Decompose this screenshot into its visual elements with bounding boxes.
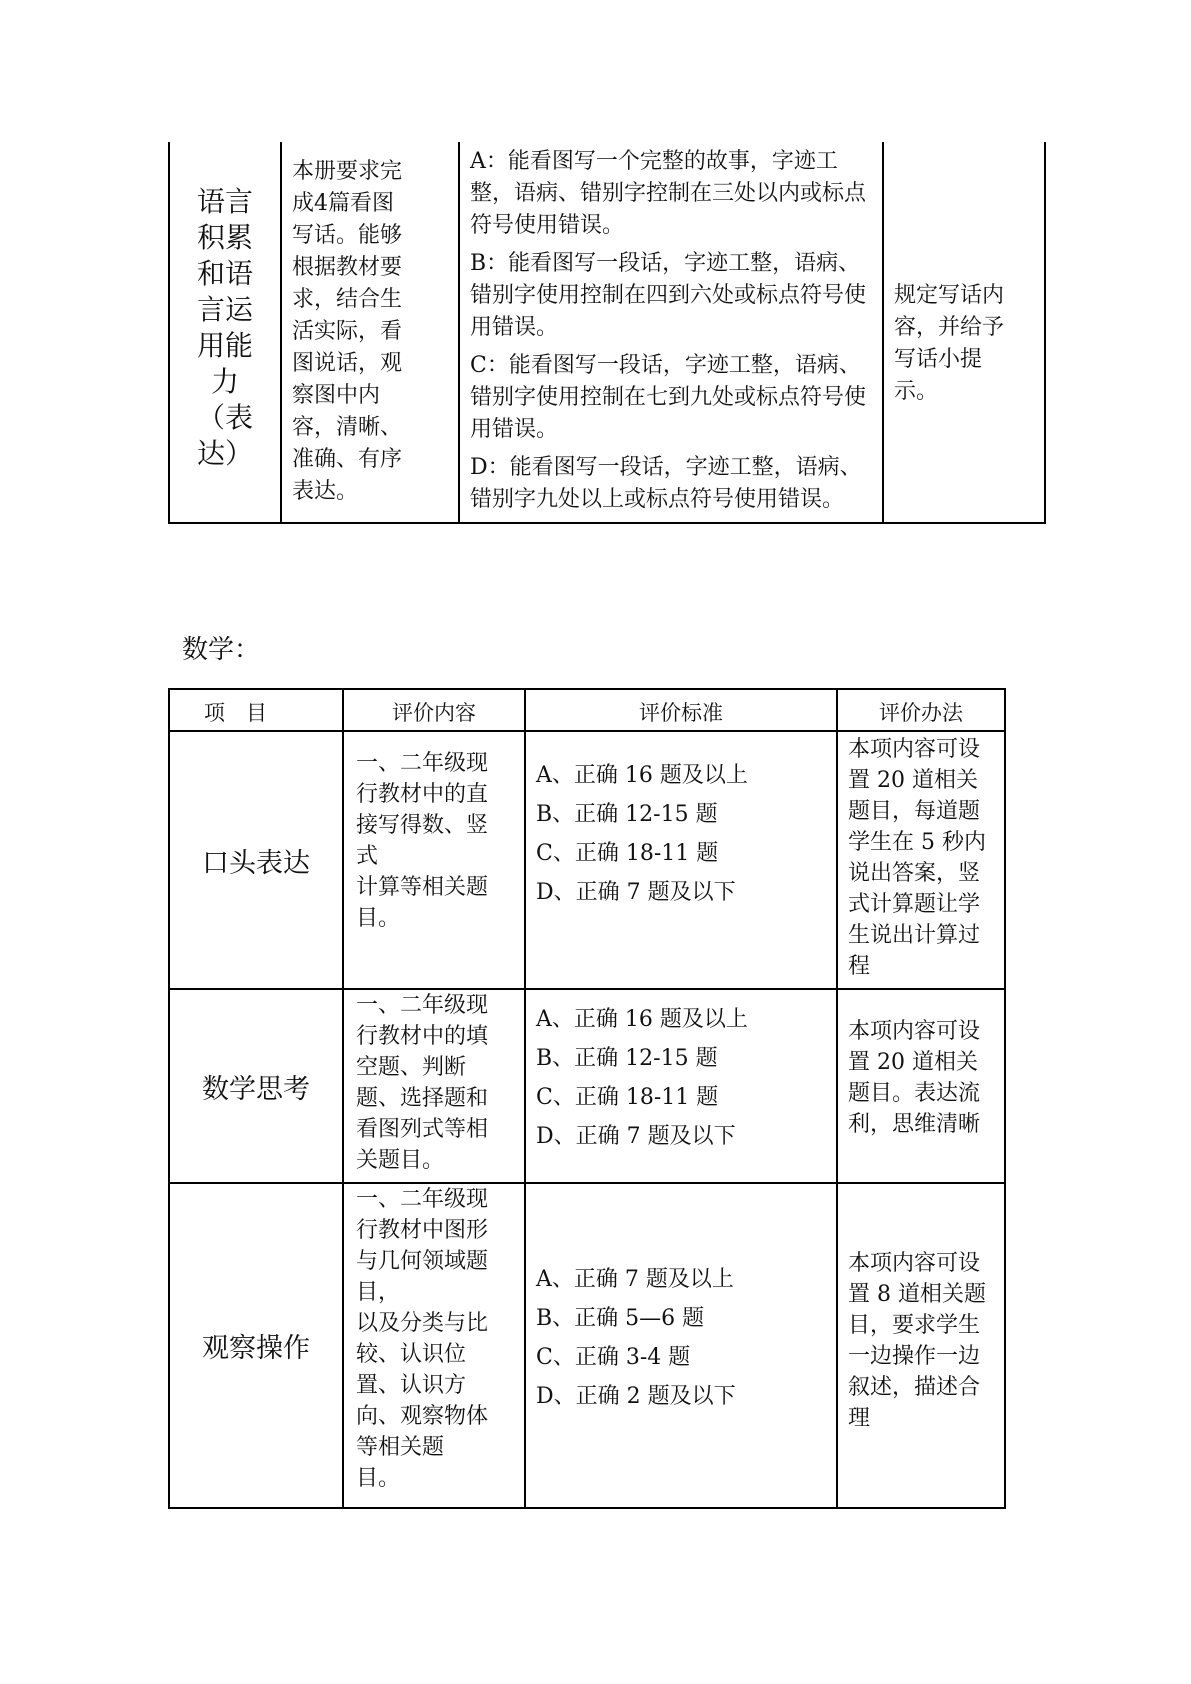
item-label: [170, 142, 280, 519]
standard-line: B、正确 5—6 题: [536, 1306, 705, 1331]
content-line: 关题目。: [356, 1148, 445, 1173]
content-line: 目，: [356, 1280, 401, 1305]
item-cell: [169, 142, 281, 523]
method-line: 置 8 道相关题: [848, 1282, 986, 1307]
content-line: 较、认识位: [356, 1342, 467, 1367]
standard-cell: [525, 731, 837, 989]
math-section-heading: 数学：: [182, 635, 261, 665]
content-line: 计算等相关题: [356, 875, 489, 900]
standard-cell: [459, 142, 883, 523]
table-row: [169, 731, 1005, 989]
content-line: 与几何领域题: [356, 1249, 489, 1274]
header-item: 项 目: [169, 689, 343, 731]
content-cell: [343, 1183, 525, 1508]
content-line: 容，清晰、: [292, 415, 403, 440]
content-line: 行教材中的直: [356, 782, 489, 807]
standard-line: A、正确 7 题及以上: [536, 1267, 734, 1292]
method-line: 置 20 道相关: [848, 768, 978, 793]
standard-line: C、正确 18-11 题: [536, 841, 719, 866]
content-line: 等相关题: [356, 1435, 445, 1460]
item-line: 和语: [196, 257, 253, 290]
method-line: 示。: [894, 379, 939, 404]
method-cell: [837, 731, 1005, 989]
method-line: 说出答案，竖: [848, 861, 981, 886]
content-line: 一、二年级现: [356, 993, 489, 1018]
content-line: 行教材中的填: [356, 1024, 489, 1049]
method-cell: [837, 989, 1005, 1183]
method-line: 题目。表达流: [848, 1081, 981, 1106]
math-evaluation-table: [168, 688, 1006, 1509]
item-line: 语言: [196, 185, 253, 218]
standard-line: A、正确 16 题及以上: [536, 1007, 748, 1032]
item-line: 用能: [196, 329, 253, 362]
method-line: 题目，每道题: [848, 799, 981, 824]
method-line: 本项内容可设: [848, 1019, 981, 1044]
standard-c: C：能看图写一段话，字迹工整，语病、错别字使用控制在七到九处或标点符号使用错误。: [470, 353, 867, 442]
content-line: 目。: [356, 906, 401, 931]
method-line: 生说出计算过: [848, 923, 981, 948]
item-line: 言运: [196, 293, 253, 326]
header-row: [169, 689, 1005, 731]
content-line: 表达。: [292, 479, 359, 504]
method-line: 利，思维清晰: [848, 1112, 981, 1137]
method-line: 程: [848, 954, 871, 979]
header-method: 评价办法: [837, 689, 1005, 731]
table-row: [169, 142, 1045, 523]
content-line: 以及分类与比: [356, 1311, 489, 1336]
content-line: 看图列式等相: [356, 1117, 489, 1142]
header-standard: 评价标准: [525, 689, 837, 731]
method-line: 一边操作一边: [848, 1344, 981, 1369]
standard-d: D：能看图写一段话，字迹工整，语病、错别字九处以上或标点符号使用错误。: [470, 455, 862, 512]
standard-cell: [525, 989, 837, 1183]
table-row: [169, 1183, 1005, 1508]
method-line: 本项内容可设: [848, 1251, 981, 1276]
method-line: 本项内容可设: [848, 737, 981, 762]
content-line: 题、选择题和: [356, 1086, 489, 1111]
content-line: 向、观察物体: [356, 1404, 489, 1429]
method-line: 目，要求学生: [848, 1313, 981, 1338]
method-line: 理: [848, 1406, 871, 1431]
method-cell: [837, 1183, 1005, 1508]
content-line: 成4篇看图: [292, 191, 394, 216]
content-cell: [281, 142, 459, 523]
content-line: 本册要求完: [292, 159, 403, 184]
standard-line: D、正确 7 题及以下: [536, 1124, 736, 1149]
standard-line: C、正确 3-4 题: [536, 1345, 691, 1370]
content-line: 准确、有序: [292, 447, 403, 472]
content-cell: [343, 989, 525, 1183]
method-cell: [883, 142, 1045, 523]
content-line: 活实际，看: [292, 319, 403, 344]
content-line: 接写得数、竖: [356, 813, 489, 838]
content-line: 目。: [356, 1466, 401, 1491]
content-line: 一、二年级现: [356, 1187, 489, 1212]
standard-a: A：能看图写一个完整的故事，字迹工整，语病、错别字控制在三处以内或标点符号使用错误。: [470, 149, 867, 238]
content-line: 一、二年级现: [356, 751, 489, 776]
item-line: 积累: [196, 221, 253, 254]
item-line: （表: [196, 401, 253, 434]
content-line: 式: [356, 844, 379, 869]
method-line: 写话小提: [894, 347, 983, 372]
standard-line: A、正确 16 题及以上: [536, 763, 748, 788]
standard-cell: [525, 1183, 837, 1508]
method-line: 规定写话内: [894, 283, 1005, 308]
content-line: 空题、判断: [356, 1055, 467, 1080]
standard-b: B：能看图写一段话，字迹工整，语病、错别字使用控制在四到六处或标点符号使用错误。: [470, 251, 867, 340]
item-cell: 口头表达: [169, 731, 343, 989]
content-line: 图说话，观: [292, 351, 403, 376]
standard-line: B、正确 12-15 题: [536, 802, 718, 827]
standard-line: D、正确 2 题及以下: [536, 1384, 736, 1409]
standard-line: B、正确 12-15 题: [536, 1046, 718, 1071]
item-cell: 观察操作: [169, 1183, 343, 1508]
method-line: 式计算题让学: [848, 892, 981, 917]
content-line: 行教材中图形: [356, 1218, 489, 1243]
language-evaluation-table: [168, 142, 1046, 524]
content-line: 求，结合生: [292, 287, 403, 312]
method-line: 叙述，描述合: [848, 1375, 981, 1400]
standard-line: C、正确 18-11 题: [536, 1085, 719, 1110]
header-content: 评价内容: [343, 689, 525, 731]
method-line: 容，并给予: [894, 315, 1005, 340]
item-line: 达）: [196, 437, 253, 470]
content-line: 察图中内: [292, 383, 381, 408]
method-line: 学生在 5 秒内: [848, 830, 986, 855]
table-row: [169, 989, 1005, 1183]
content-cell: [343, 731, 525, 989]
content-line: 置、认识方: [356, 1373, 467, 1398]
content-line: 写话。能够: [292, 223, 403, 248]
item-line: 力: [210, 365, 239, 398]
standard-line: D、正确 7 题及以下: [536, 880, 736, 905]
content-line: 根据教材要: [292, 255, 403, 280]
method-line: 置 20 道相关: [848, 1050, 978, 1075]
item-cell: 数学思考: [169, 989, 343, 1183]
